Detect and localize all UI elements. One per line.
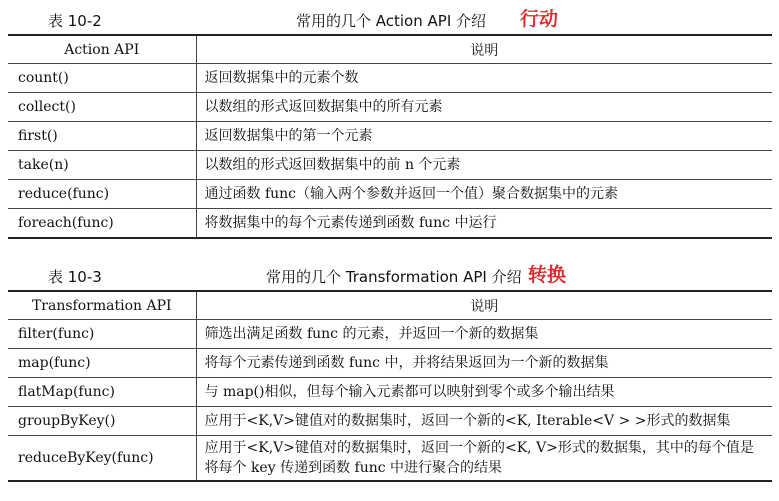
api-name-cell: groupByKey() bbox=[8, 407, 196, 436]
table-caption bbox=[8, 4, 772, 34]
table-row bbox=[8, 122, 772, 151]
api-name-cell: reduce(func) bbox=[8, 180, 196, 209]
api-name-cell: collect() bbox=[8, 93, 196, 122]
table-header-row bbox=[8, 291, 772, 320]
handwritten-annotation: 转换 bbox=[528, 264, 567, 286]
api-description-cell: 以数组的形式返回数据集中的所有元素 bbox=[196, 93, 772, 122]
table-caption bbox=[8, 260, 772, 290]
transformation-api-section bbox=[8, 260, 772, 482]
api-name-cell: filter(func) bbox=[8, 320, 196, 349]
column-header-description: 说明 bbox=[196, 291, 772, 320]
table-row bbox=[8, 378, 772, 407]
column-header-api: Action API bbox=[8, 35, 196, 64]
api-name-cell: first() bbox=[8, 122, 196, 151]
table-number: 表 10-2 bbox=[48, 12, 102, 30]
table-row bbox=[8, 151, 772, 180]
table-row bbox=[8, 209, 772, 239]
handwritten-annotation: 行动 bbox=[520, 8, 559, 30]
api-name-cell: take(n) bbox=[8, 151, 196, 180]
api-description-cell: 返回数据集中的第一个元素 bbox=[196, 122, 772, 151]
transformation-api-table bbox=[8, 290, 772, 482]
api-description-cell: 以数组的形式返回数据集中的前 n 个元素 bbox=[196, 151, 772, 180]
api-description-cell: 筛选出满足函数 func 的元素，并返回一个新的数据集 bbox=[196, 320, 772, 349]
table-header-row bbox=[8, 35, 772, 64]
api-description-cell: 应用于<K,V>键值对的数据集时，返回一个新的<K, V>形式的数据集，其中的每个值是将每个 key 传递到函数 func 中进行聚合的结果 bbox=[204, 440, 754, 476]
api-description-cell: 通过函数 func（输入两个参数并返回一个值）聚合数据集中的元素 bbox=[196, 180, 772, 209]
api-name-cell: foreach(func) bbox=[8, 209, 196, 239]
table-title: 常用的几个 Action API 介绍 bbox=[296, 12, 487, 30]
table-row bbox=[8, 320, 772, 349]
column-header-description: 说明 bbox=[196, 35, 772, 64]
api-description-cell: 应用于<K,V>键值对的数据集时，返回一个新的<K, Iterable<V > >形式的数据集 bbox=[196, 407, 772, 436]
api-name-cell: count() bbox=[8, 64, 196, 93]
table-row bbox=[8, 64, 772, 93]
api-description-cell: 将数据集中的每个元素传递到函数 func 中运行 bbox=[204, 215, 497, 231]
table-title: 常用的几个 Transformation API 介绍 bbox=[266, 268, 522, 286]
api-name-cell: map(func) bbox=[8, 349, 196, 378]
api-description-cell: 返回数据集中的元素个数 bbox=[196, 64, 772, 93]
api-name-cell: reduceByKey(func) bbox=[8, 436, 196, 482]
column-header-api: Transformation API bbox=[8, 291, 196, 320]
api-description-cell: 将每个元素传递到函数 func 中，并将结果返回为一个新的数据集 bbox=[196, 349, 772, 378]
action-api-section bbox=[8, 4, 772, 239]
api-description-cell: 与 map()相似，但每个输入元素都可以映射到零个或多个输出结果 bbox=[196, 378, 772, 407]
table-row bbox=[8, 180, 772, 209]
table-row bbox=[8, 349, 772, 378]
table-row bbox=[8, 93, 772, 122]
api-name-cell: flatMap(func) bbox=[8, 378, 196, 407]
table-number: 表 10-3 bbox=[48, 268, 102, 286]
action-api-table bbox=[8, 34, 772, 239]
table-row bbox=[8, 407, 772, 436]
table-row bbox=[8, 436, 772, 482]
